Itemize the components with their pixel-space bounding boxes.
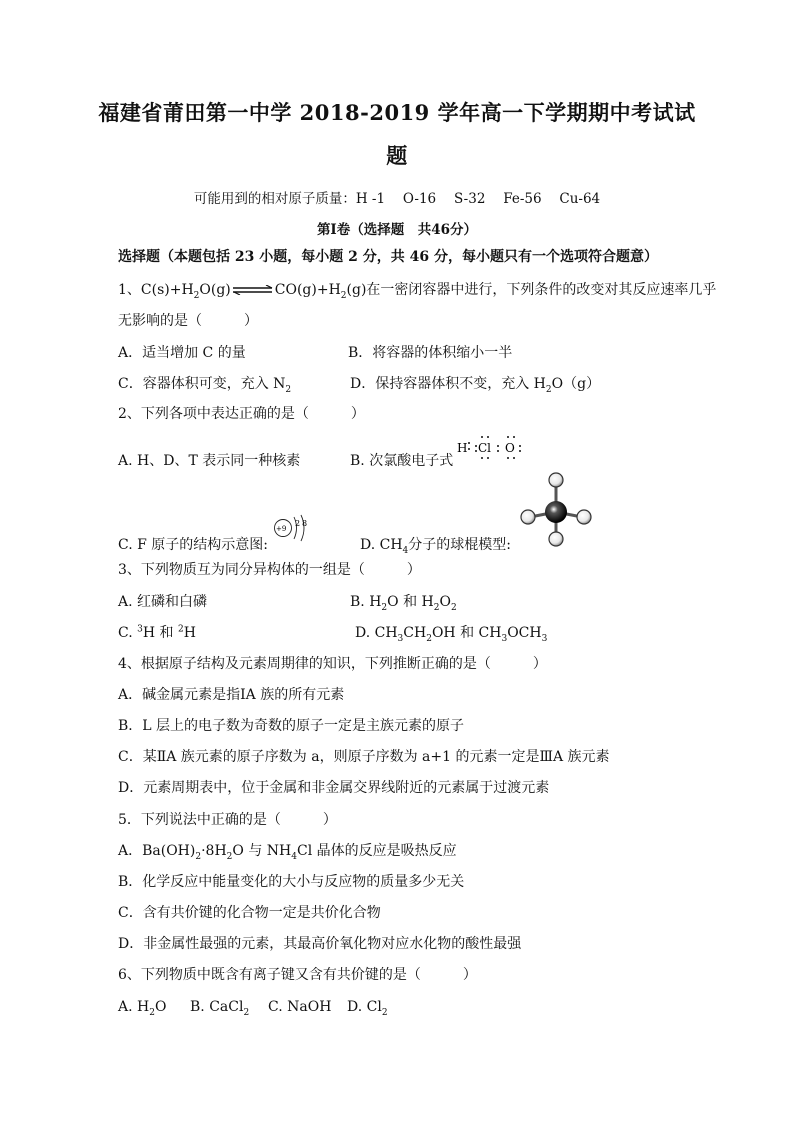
section-title: 第Ⅰ卷（选择题 共46分） — [316, 222, 478, 238]
q2-option-b: B. 次氯酸电子式 — [350, 453, 454, 469]
exam-title-line1: 福建省莆田第一中学 2018-2019 学年高一下学期期中考试试 — [98, 100, 696, 125]
q6-option-b: B. CaCl$_2$ — [190, 999, 250, 1018]
q6-option-d: D. $Cl_2$ — [347, 999, 388, 1018]
q1-option-b: B．将容器的体积缩小一半 — [348, 345, 513, 361]
section-instructions: 选择题（本题包括 23 小题，每小题 2 分，共 46 分，每小题只有一个选项符合题意） — [118, 249, 658, 265]
nucleus-charge: +9 — [276, 525, 287, 533]
q1-option-a: A．适当增加 C 的量 — [118, 345, 246, 361]
equilibrium-arrow-icon — [232, 285, 274, 295]
q1-stem-line2: 无影响的是（ ） — [118, 313, 258, 329]
q3-option-d: D. $CH_3CH_2OH$ 和 $CH_3OCH_3$ — [355, 625, 548, 644]
q2-option-c: C. F 原子的结构示意图: — [118, 537, 268, 553]
hclo-lewis-structure — [456, 432, 528, 466]
atomic-mass-values: H -1 O-16 S-32 Fe-56 Cu-64 — [355, 191, 601, 207]
q5-stem: 5．下列说法中正确的是（ ） — [118, 812, 337, 828]
q2-option-d: D. $CH_4$分子的球棍模型: — [360, 537, 511, 556]
q6-option-c: C. NaOH — [268, 999, 332, 1015]
q1-option-d: D．保持容器体积不变，充入 $H_2O(g)$ — [350, 376, 601, 395]
q1-stem: 1、$C(s)+H_2O(g)$ $CO(g)+H_2(g)$在一密闭容器中进行，下列条件的改变对其反应速率几乎 — [118, 282, 717, 301]
q3-option-a: A. 红磷和白磷 — [118, 594, 208, 610]
fluorine-atom-diagram — [270, 512, 318, 546]
q6-option-a: A. $H_2O$ — [118, 999, 167, 1018]
q4-option-a: A．碱金属元素是指ⅠA 族的所有元素 — [118, 687, 345, 703]
ch4-ball-stick-model — [518, 470, 594, 550]
q4-option-c: C．某ⅡA 族元素的原子序数为 a，则原子序数为 a+1 的元素一定是ⅢA 族元素 — [118, 749, 610, 765]
q5-option-b: B．化学反应中能量变化的大小与反应物的质量多少无关 — [118, 874, 465, 890]
q4-option-d: D．元素周期表中，位于金属和非金属交界线附近的元素属于过渡元素 — [118, 780, 550, 796]
q4-stem: 4、根据原子结构及元素周期律的知识，下列推断正确的是（ ） — [118, 656, 547, 672]
exam-title-line2: 题 — [386, 143, 408, 168]
q3-stem: 3、下列物质互为同分异构体的一组是（ ） — [118, 562, 421, 578]
q4-option-b: B．L 层上的电子数为奇数的原子一定是主族元素的原子 — [118, 718, 465, 734]
lewis-h: H — [457, 441, 468, 455]
shell1-electrons: 2 — [295, 519, 301, 528]
q3-option-b: B. $H_2O$ 和 $H_2O_2$ — [350, 594, 457, 613]
q2-stem: 2、下列各项中表达正确的是（ ） — [118, 406, 365, 422]
q5-option-d: D．非金属性最强的元素，其最高价氧化物对应水化物的酸性最强 — [118, 936, 522, 952]
q3-option-c: C. $^3$H 和 $^2$H — [118, 624, 196, 641]
q5-option-c: C．含有共价键的化合物一定是共价化合物 — [118, 905, 381, 921]
q2-option-a: A. H、D、T 表示同一种核素 — [118, 453, 301, 469]
shell2-electrons: 8 — [302, 519, 308, 528]
q6-stem: 6、下列物质中既含有离子键又含有共价键的是（ ） — [118, 967, 477, 983]
atomic-mass-label: 可能用到的相对原子质量： — [193, 191, 356, 207]
atomic-mass-line — [0, 187, 794, 207]
lewis-o: O — [505, 441, 515, 455]
lewis-cl: Cl — [478, 441, 492, 455]
q1-option-c: C．容器体积可变，充入 $N_2$ — [118, 376, 292, 395]
q5-option-a: A．$Ba(OH)_2\cdot 8H_2O$ 与 $NH_4Cl$ 晶体的反应是吸热反应 — [118, 843, 457, 862]
